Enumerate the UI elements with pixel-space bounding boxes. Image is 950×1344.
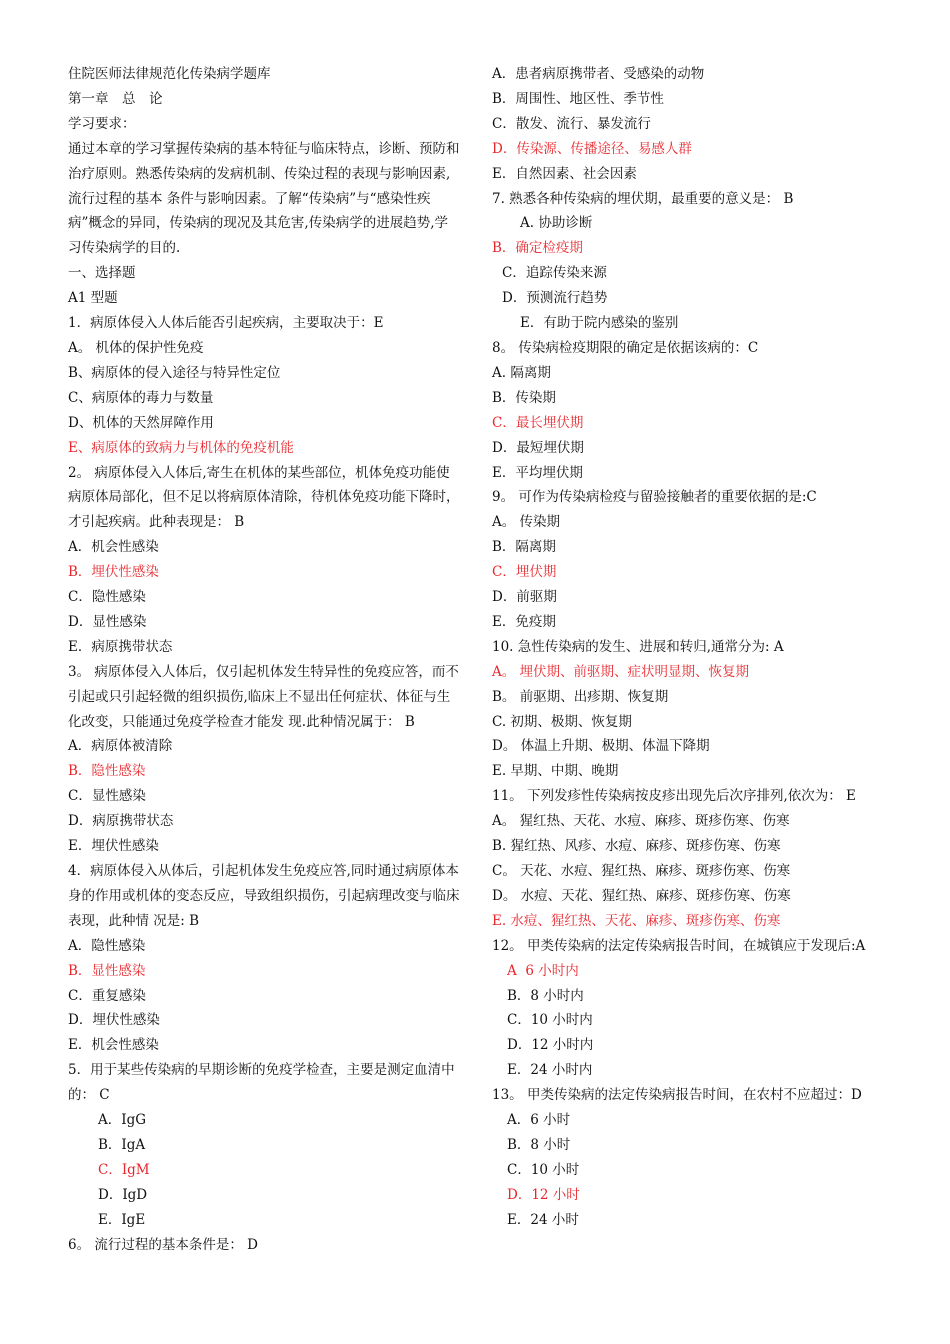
text-line: 2。 病原体侵入人体后,寄生在机体的某些部位，机体免疫功能使病原体局部化，但不足以将病原体清除，待机体免疫功能下降时，才引起疾病。此种表现是： B xyxy=(68,464,460,531)
text-line: 13。 甲类传染病的法定传染病报告时间，在农村不应超过：D xyxy=(492,1087,862,1104)
text-line: C。 天花、水痘、猩红热、麻疹、斑疹伤寒、伤寒 xyxy=(492,863,791,879)
text-line: D。 水痘、天花、猩红热、麻疹、斑疹伤寒、伤寒 xyxy=(492,887,791,904)
text-line: B、病原体的侵入途径与特异性定位 xyxy=(68,364,281,381)
text-line: 11。 下列发疹性传染病按皮疹出现先后次序排列,依次为： E xyxy=(492,788,856,805)
text-line: E．24 小时内 xyxy=(507,1062,593,1079)
text-line: 3。 病原体侵入人体后，仅引起机体发生特异性的免疫应答，而不引起或只引起轻微的组织损伤,临床上不显出任何症状、体征与生化改变，只能通过免疫学检查才能发 现.此种情况属于： B xyxy=(68,663,459,730)
text-line: D、机体的天然屏障作用 xyxy=(68,414,214,431)
text-line: A。 机体的保护性免疫 xyxy=(68,339,204,356)
answer-line: D．传染源、传播途径、易感人群 xyxy=(492,140,692,157)
text-line: A. 隔离期 xyxy=(492,364,551,381)
text-line: B. 猩红热、风疹、水痘、麻疹、斑疹伤寒、伤寒 xyxy=(492,838,781,855)
answer-line: B．确定检疫期 xyxy=(492,240,583,257)
text-line: D．显性感染 xyxy=(68,613,147,630)
text-line: A．病原体被清除 xyxy=(68,738,173,755)
text-line: A。 传染期 xyxy=(492,514,561,531)
text-line: A．IgG xyxy=(98,1112,147,1129)
text-line: C、病原体的毒力与数量 xyxy=(68,389,214,406)
text-line: E．IgE xyxy=(98,1211,146,1228)
text-line: E．埋伏性感染 xyxy=(68,838,159,855)
text-line: C．显性感染 xyxy=(68,788,146,805)
text-line: 学习要求： xyxy=(68,115,136,132)
text-line: 10. 急性传染病的发生、进展和转归,通常分为: A xyxy=(492,638,784,655)
right-column xyxy=(492,62,884,1233)
text-line: 12。 甲类传染病的法定传染病报告时间，在城镇应于发现后:A xyxy=(492,937,866,954)
text-line: B．IgA xyxy=(98,1136,146,1153)
text-line: 8。 传染病检疫期限的确定是依据该病的：C xyxy=(492,339,759,356)
text-line: A1 型题 xyxy=(68,290,118,307)
text-line: E．自然因素、社会因素 xyxy=(492,165,637,182)
answer-line: A 6 小时内 xyxy=(507,962,579,979)
answer-line: C．埋伏期 xyxy=(492,564,557,581)
text-line: E. 早期、中期、晚期 xyxy=(492,763,619,780)
text-line: A．患者病原携带者、受感染的动物 xyxy=(492,66,705,82)
text-line: D。 体温上升期、极期、体温下降期 xyxy=(492,738,710,755)
text-line: B。 前驱期、出疹期、恢复期 xyxy=(492,688,669,705)
answer-line: A。 埋伏期、前驱期、症状明显期、恢复期 xyxy=(492,663,750,680)
text-line: E．病原携带状态 xyxy=(68,638,173,655)
text-line: A．6 小时 xyxy=(507,1112,571,1129)
text-line: C．重复感染 xyxy=(68,987,146,1004)
text-line: D．前驱期 xyxy=(492,589,557,606)
text-line: A．机会性感染 xyxy=(68,539,159,556)
left-column xyxy=(68,62,460,1258)
text-line: E．机会性感染 xyxy=(68,1037,159,1054)
text-line: C．10 小时 xyxy=(507,1161,580,1178)
text-line: C．隐性感染 xyxy=(68,589,146,606)
text-line: C．散发、流行、暴发流行 xyxy=(492,115,651,132)
text-line: E．24 小时 xyxy=(507,1211,579,1228)
text-line: D．病原携带状态 xyxy=(68,813,174,830)
text-line: A. 协助诊断 xyxy=(520,215,593,232)
text-line: 1．病原体侵入人体后能否引起疾病，主要取决于：E xyxy=(68,315,384,332)
text-line: D．埋伏性感染 xyxy=(68,1012,160,1029)
text-line: 住院医师法律规范化传染病学题库 xyxy=(68,66,271,82)
text-line: C．追踪传染来源 xyxy=(502,265,607,282)
answer-line: C．最长埋伏期 xyxy=(492,414,584,431)
text-line: D．预测流行趋势 xyxy=(502,290,608,307)
answer-line: B．埋伏性感染 xyxy=(68,564,159,581)
answer-line: E. 水痘、猩红热、天花、麻疹、斑疹伤寒、伤寒 xyxy=(492,912,781,929)
text-line: D．IgD xyxy=(98,1186,148,1203)
text-line: B．8 小时 xyxy=(507,1136,571,1153)
text-line: E．有助于院内感染的鉴别 xyxy=(520,315,679,332)
text-line: D．12 小时内 xyxy=(507,1037,594,1054)
text-line: D．最短埋伏期 xyxy=(492,439,584,456)
text-line: B．8 小时内 xyxy=(507,987,584,1004)
answer-line: E、病原体的致病力与机体的免疫机能 xyxy=(68,439,294,456)
answer-line: D．12 小时 xyxy=(507,1186,580,1203)
text-line: 通过本章的学习掌握传染病的基本特征与临床特点，诊断、预防和治疗原则。熟悉传染病的发病机制、传染过程的表现与影响因素,流行过程的基本 条件与影响因素。了解“传染病”与“感染性疾病”概念的异同，传染病的现况及其危害,传染病学的进展趋势,学习传染病学的目的. xyxy=(68,140,460,257)
answer-line: B．隐性感染 xyxy=(68,763,146,780)
text-line: 7. 熟悉各种传染病的埋伏期，最重要的意义是： B xyxy=(492,190,794,207)
text-line: B．隔离期 xyxy=(492,539,556,556)
text-line: C．10 小时内 xyxy=(507,1012,593,1029)
text-line: A。 猩红热、天花、水痘、麻疹、斑疹伤寒、伤寒 xyxy=(492,813,790,830)
text-line: E．平均埋伏期 xyxy=(492,464,583,481)
text-line: 一、选择题 xyxy=(68,265,136,282)
answer-line: C．IgM xyxy=(98,1161,150,1178)
answer-line: B．显性感染 xyxy=(68,962,146,979)
text-line: B．传染期 xyxy=(492,389,556,406)
text-line: 5．用于某些传染病的早期诊断的免疫学检查，主要是测定血清中的： C xyxy=(68,1062,455,1104)
text-line: B．周围性、地区性、季节性 xyxy=(492,90,664,107)
text-line: E．免疫期 xyxy=(492,613,556,630)
text-line: 第一章 总 论 xyxy=(68,90,163,107)
text-line: A．隐性感染 xyxy=(68,937,146,954)
text-line: 6。 流行过程的基本条件是： D xyxy=(68,1236,258,1253)
text-line: 9。 可作为传染病检疫与留验接触者的重要依据的是:C xyxy=(492,489,817,506)
text-line: C. 初期、极期、恢复期 xyxy=(492,713,632,730)
text-line: 4．病原体侵入从体后，引起机体发生免疫应答,同时通过病原体本身的作用或机体的变态反应，导致组织损伤，引起病理改变与临床表现，此种情 况是: B xyxy=(68,863,460,929)
